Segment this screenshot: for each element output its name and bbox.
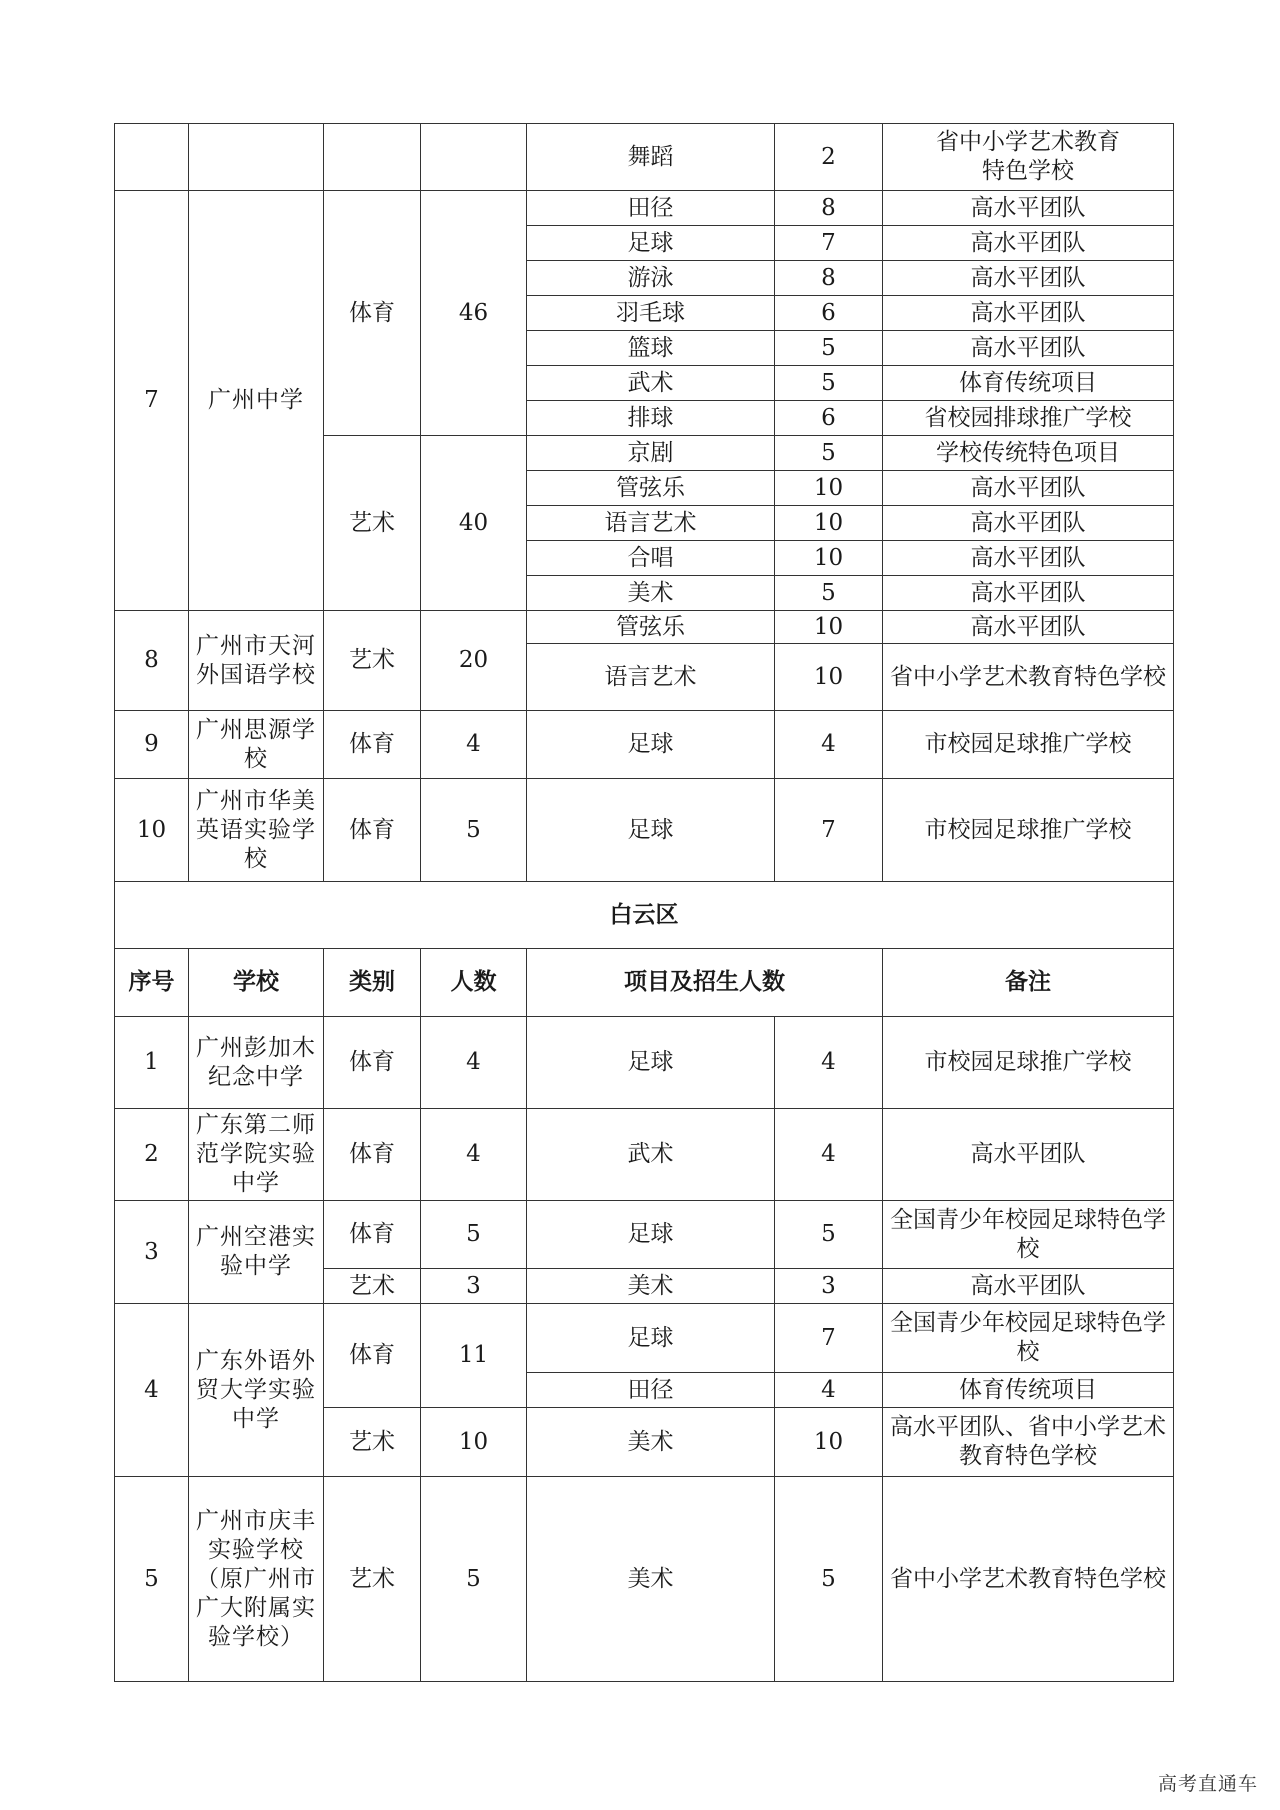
note-cell: 学校传统特色项目 (883, 436, 1174, 471)
total-cell: 3 (421, 1269, 527, 1304)
header-note: 备注 (883, 949, 1174, 1017)
note-cell: 体育传统项目 (883, 1373, 1174, 1408)
total-cell: 46 (421, 191, 527, 436)
note-cell: 全国青少年校园足球特色学校 (883, 1201, 1174, 1269)
note-cell: 市校园足球推广学校 (883, 711, 1174, 779)
table-row (115, 1477, 1174, 1682)
school-cell: 广东第二师范学院实验中学 (189, 1109, 324, 1201)
project-cell: 舞蹈 (527, 124, 775, 191)
note-cell: 高水平团队 (883, 191, 1174, 226)
project-cell: 语言艺术 (527, 644, 775, 711)
school-cell: 广州中学 (189, 191, 324, 611)
count-cell: 10 (775, 611, 883, 644)
category-cell: 体育 (324, 191, 421, 436)
count-cell: 10 (775, 1408, 883, 1477)
project-cell: 足球 (527, 1304, 775, 1373)
school-cell: 广州市华美英语实验学校 (189, 779, 324, 882)
table-row (115, 191, 1174, 226)
count-cell: 6 (775, 401, 883, 436)
count-cell: 8 (775, 261, 883, 296)
note-cell: 高水平团队 (883, 1269, 1174, 1304)
count-cell: 5 (775, 576, 883, 611)
empty-cell (421, 124, 527, 191)
seq-cell: 3 (115, 1201, 189, 1304)
project-cell: 足球 (527, 1017, 775, 1109)
count-cell: 5 (775, 1201, 883, 1269)
note-cell: 高水平团队 (883, 261, 1174, 296)
category-cell: 体育 (324, 1304, 421, 1408)
count-cell: 2 (775, 124, 883, 191)
project-cell: 排球 (527, 401, 775, 436)
header-category: 类别 (324, 949, 421, 1017)
school-cell: 广州空港实验中学 (189, 1201, 324, 1304)
total-cell: 4 (421, 1109, 527, 1201)
project-cell: 羽毛球 (527, 296, 775, 331)
count-cell: 7 (775, 226, 883, 261)
total-cell: 40 (421, 436, 527, 611)
note-cell: 省校园排球推广学校 (883, 401, 1174, 436)
note-cell: 高水平团队 (883, 296, 1174, 331)
table-row (115, 124, 1174, 191)
table-row (115, 1017, 1174, 1109)
seq-cell: 7 (115, 191, 189, 611)
note-cell: 省中小学艺术教育特色学校 (883, 644, 1174, 711)
note-cell: 高水平团队 (883, 576, 1174, 611)
project-cell: 合唱 (527, 541, 775, 576)
total-cell: 5 (421, 779, 527, 882)
count-cell: 8 (775, 191, 883, 226)
category-cell: 艺术 (324, 1269, 421, 1304)
count-cell: 10 (775, 541, 883, 576)
table-row (115, 1304, 1174, 1373)
count-cell: 3 (775, 1269, 883, 1304)
total-cell: 10 (421, 1408, 527, 1477)
table-row (115, 1201, 1174, 1269)
school-cell: 广东外语外贸大学实验中学 (189, 1304, 324, 1477)
count-cell: 7 (775, 1304, 883, 1373)
project-cell: 美术 (527, 576, 775, 611)
note-cell: 省中小学艺术教育 特色学校 (883, 124, 1174, 191)
total-cell: 20 (421, 611, 527, 711)
count-cell: 10 (775, 506, 883, 541)
project-cell: 语言艺术 (527, 506, 775, 541)
seq-cell: 10 (115, 779, 189, 882)
category-cell: 艺术 (324, 611, 421, 711)
school-cell: 广州市天河外国语学校 (189, 611, 324, 711)
total-cell: 4 (421, 711, 527, 779)
note-cell: 市校园足球推广学校 (883, 1017, 1174, 1109)
project-cell: 美术 (527, 1408, 775, 1477)
project-cell: 游泳 (527, 261, 775, 296)
count-cell: 4 (775, 1109, 883, 1201)
count-cell: 5 (775, 436, 883, 471)
empty-cell (115, 124, 189, 191)
project-cell: 武术 (527, 1109, 775, 1201)
note-cell: 体育传统项目 (883, 366, 1174, 401)
category-cell: 体育 (324, 1017, 421, 1109)
count-cell: 5 (775, 1477, 883, 1682)
watermark-text: 高考直通车 (1157, 1773, 1258, 1795)
header-seq: 序号 (115, 949, 189, 1017)
count-cell: 4 (775, 1017, 883, 1109)
district-title: 白云区 (115, 882, 1174, 949)
district-header-row (115, 882, 1174, 949)
table-row (115, 711, 1174, 779)
note-cell: 高水平团队 (883, 226, 1174, 261)
seq-cell: 9 (115, 711, 189, 779)
category-cell: 艺术 (324, 1408, 421, 1477)
category-cell: 体育 (324, 779, 421, 882)
category-cell: 体育 (324, 711, 421, 779)
project-cell: 田径 (527, 1373, 775, 1408)
enrollment-table (114, 123, 1174, 1682)
note-cell: 高水平团队 (883, 541, 1174, 576)
count-cell: 7 (775, 779, 883, 882)
project-cell: 田径 (527, 191, 775, 226)
seq-cell: 2 (115, 1109, 189, 1201)
note-cell: 全国青少年校园足球特色学校 (883, 1304, 1174, 1373)
note-cell: 高水平团队 (883, 331, 1174, 366)
note-cell: 高水平团队、省中小学艺术教育特色学校 (883, 1408, 1174, 1477)
note-cell: 省中小学艺术教育特色学校 (883, 1477, 1174, 1682)
table-row (115, 1109, 1174, 1201)
table-row (115, 611, 1174, 644)
count-cell: 4 (775, 1373, 883, 1408)
empty-cell (324, 124, 421, 191)
note-cell: 高水平团队 (883, 506, 1174, 541)
note-cell: 高水平团队 (883, 471, 1174, 506)
project-cell: 足球 (527, 1201, 775, 1269)
note-cell: 高水平团队 (883, 1109, 1174, 1201)
count-cell: 6 (775, 296, 883, 331)
note-cell: 市校园足球推广学校 (883, 779, 1174, 882)
total-cell: 11 (421, 1304, 527, 1408)
project-cell: 管弦乐 (527, 611, 775, 644)
project-cell: 武术 (527, 366, 775, 401)
school-cell: 广州思源学校 (189, 711, 324, 779)
empty-cell (189, 124, 324, 191)
total-cell: 5 (421, 1201, 527, 1269)
column-header-row (115, 949, 1174, 1017)
seq-cell: 5 (115, 1477, 189, 1682)
count-cell: 10 (775, 644, 883, 711)
seq-cell: 8 (115, 611, 189, 711)
count-cell: 5 (775, 366, 883, 401)
table-row (115, 779, 1174, 882)
category-cell: 体育 (324, 1109, 421, 1201)
total-cell: 4 (421, 1017, 527, 1109)
project-cell: 美术 (527, 1477, 775, 1682)
seq-cell: 4 (115, 1304, 189, 1477)
category-cell: 体育 (324, 1201, 421, 1269)
header-count: 人数 (421, 949, 527, 1017)
project-cell: 美术 (527, 1269, 775, 1304)
project-cell: 足球 (527, 711, 775, 779)
header-school: 学校 (189, 949, 324, 1017)
project-cell: 足球 (527, 779, 775, 882)
seq-cell: 1 (115, 1017, 189, 1109)
school-cell: 广州市庆丰实验学校（原广州市广大附属实验学校） (189, 1477, 324, 1682)
project-cell: 篮球 (527, 331, 775, 366)
category-cell: 艺术 (324, 436, 421, 611)
count-cell: 10 (775, 471, 883, 506)
header-projects: 项目及招生人数 (527, 949, 883, 1017)
school-cell: 广州彭加木纪念中学 (189, 1017, 324, 1109)
category-cell: 艺术 (324, 1477, 421, 1682)
count-cell: 4 (775, 711, 883, 779)
project-cell: 京剧 (527, 436, 775, 471)
count-cell: 5 (775, 331, 883, 366)
note-cell: 高水平团队 (883, 611, 1174, 644)
total-cell: 5 (421, 1477, 527, 1682)
project-cell: 管弦乐 (527, 471, 775, 506)
project-cell: 足球 (527, 226, 775, 261)
